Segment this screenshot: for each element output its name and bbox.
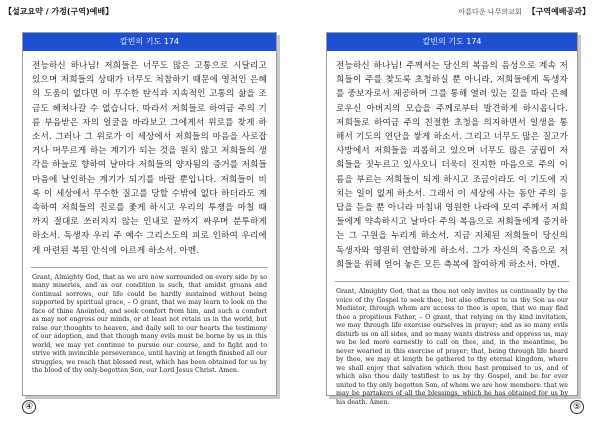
left-header: 【설교요약 / 가정(구역)예배】	[4, 7, 114, 16]
right-page	[300, 0, 600, 424]
right-header	[459, 6, 590, 17]
left-title-bar: 칼빈의 기도 174	[23, 33, 276, 51]
right-title-bar: 칼빈의 기도 174	[327, 33, 577, 51]
left-prayer-frame	[22, 32, 277, 396]
left-english-prayer: Grant, Almighty God, that as we are now surrounded on every side by so many miseries, and as our condition is such, that amidst groans and continual sorrows, our life could be hardly sustained without being supported by spiritual grace, – O grant, that we may learn to look on the face of thine Anointed, and seek comfort from him, and such a comfort as may not engross our minds, or at least not retain us in the world, but raise our thoughts to heaven, and daily sell to our hearts the testimony of our adoption, and that though many evils must be borne by us in this world, we may yet continue to pursue our course, and to fight and to strive with invincible perseverance, until having at length finished all our struggles, we reach that blessed rest, which has been obtained for us by the blood of thy only-begotten Son, our Lord Jesus Christ. Amen.	[32, 273, 267, 375]
church-name: 아름다운 나무의교회	[458, 8, 522, 16]
right-english-prayer: Grant, Almighty God, that as thou not only invites us continually by the voice of thy Gospel to seek thee, but also offerest to us thy Son as our Mediator, through whom are access to thee is open, that we may find thee a propitious Father, – O grant, that relying on thy kind invitation, we may through life exercise ourselves in prayer; and as so many evils disturb us on all sides, and so many wants distress and oppress us, may we be led more earnestly to call on thee, and, in the meantime, be never wearied in this exercise of prayer; that, being through life heard by thee, we may at length be gathered to thy eternal kingdom, where we shall enjoy that salvation which thou hast promised to us, and of which also thou daily testifiest to us by thy Gospel, and be for ever united to thy only begotten Son, of whom we are how members: that we may be partakers of all the blessings, which he has obtained for us by his death. Amen.	[336, 288, 568, 406]
right-header-label: 【구역예배공과】	[527, 7, 590, 16]
right-prayer-frame	[326, 32, 578, 406]
left-korean-prayer: 전능하신 하나님! 저희들은 너무도 많은 고통으로 시달리고 있으며 저희들의 상태가 너무도 처참하기 때문에 영적인 은혜의 도움이 없다면 이 무수한 탄식과 지속적인 고통의 삶을 조금도 헤쳐나갈 수 없습니다. 따라서 저희들로 하여금 주의 기름 부음받은 자의 얼굴을 바라보고 그에게서 위로를 찾게 하소서. 그러나 그 위로가 이 세상에서 저희들의 마음을 사로잡거나 머무르게 하는 계기가 되는 것을 원치 않고 저희들의 생각을 하늘로 향하여 날마다 저희들의 양자됨의 증거를 저희들 마음에 날인하는 계기가 되기를 바랄 뿐입니다. 저희들이 비록 이 세상에서 무수한 질고를 당할 수밖에 없다 하더라도 계속하여 저희들의 진로를 좇게 하시고 우리의 투쟁을 마칠 때까지 절대로 쓰러지지 않는 인내로 끝까지 싸우며 분투하게 하소서. 독생자 우리 주 예수 그리스도의 피로 인하여 우리에게 마련된 복된 안식에 이르게 하소서. 아멘.	[32, 61, 267, 256]
right-page-number: ⑤	[570, 400, 584, 414]
left-page-number: ④	[22, 400, 36, 414]
right-korean-prayer: 전능하신 하나님! 주께서는 당신의 복음의 음성으로 계속 저희들이 주를 찾도록 초청하실 뿐 아니라, 저희들에게 독생자를 중보자로서 제공하며 그를 통해 열려 있는 길을 따라 은혜로우신 아버지의 모습을 주께로부터 발견하게 하시옵니다. 저희들로 하여금 주의 친절한 초청을 의지하면서 일생을 통해서 기도의 연단을 쌓게 하소서. 그리고 너무도 많은 질고가 사방에서 저희들을 괴롭히고 있으며 너무도 많은 궁핍이 저희들을 짓누르고 있사오니 더욱더 진지한 마음으로 주의 이름을 부르는 저희들이 되게 하시고 조금이라도 이 기도에 지치는 일이 없게 하소서. 그래서 이 세상에 사는 동안 주의 응답을 듣을 뿐 아니라 마침내 영원한 나라에 모여 주께서 저희들에게 약속하시고 날마다 주의 복음으로 저희들에게 증거하는 그 구원을 누리게 하소서. 지금 지체된 저희들이 당신의 독생자와 영원히 연합하게 하소서. 그가 자신의 죽음으로 저희들을 위해 얻어 놓은 모든 축복에 참여하게 하소서. 아멘.	[336, 61, 568, 270]
